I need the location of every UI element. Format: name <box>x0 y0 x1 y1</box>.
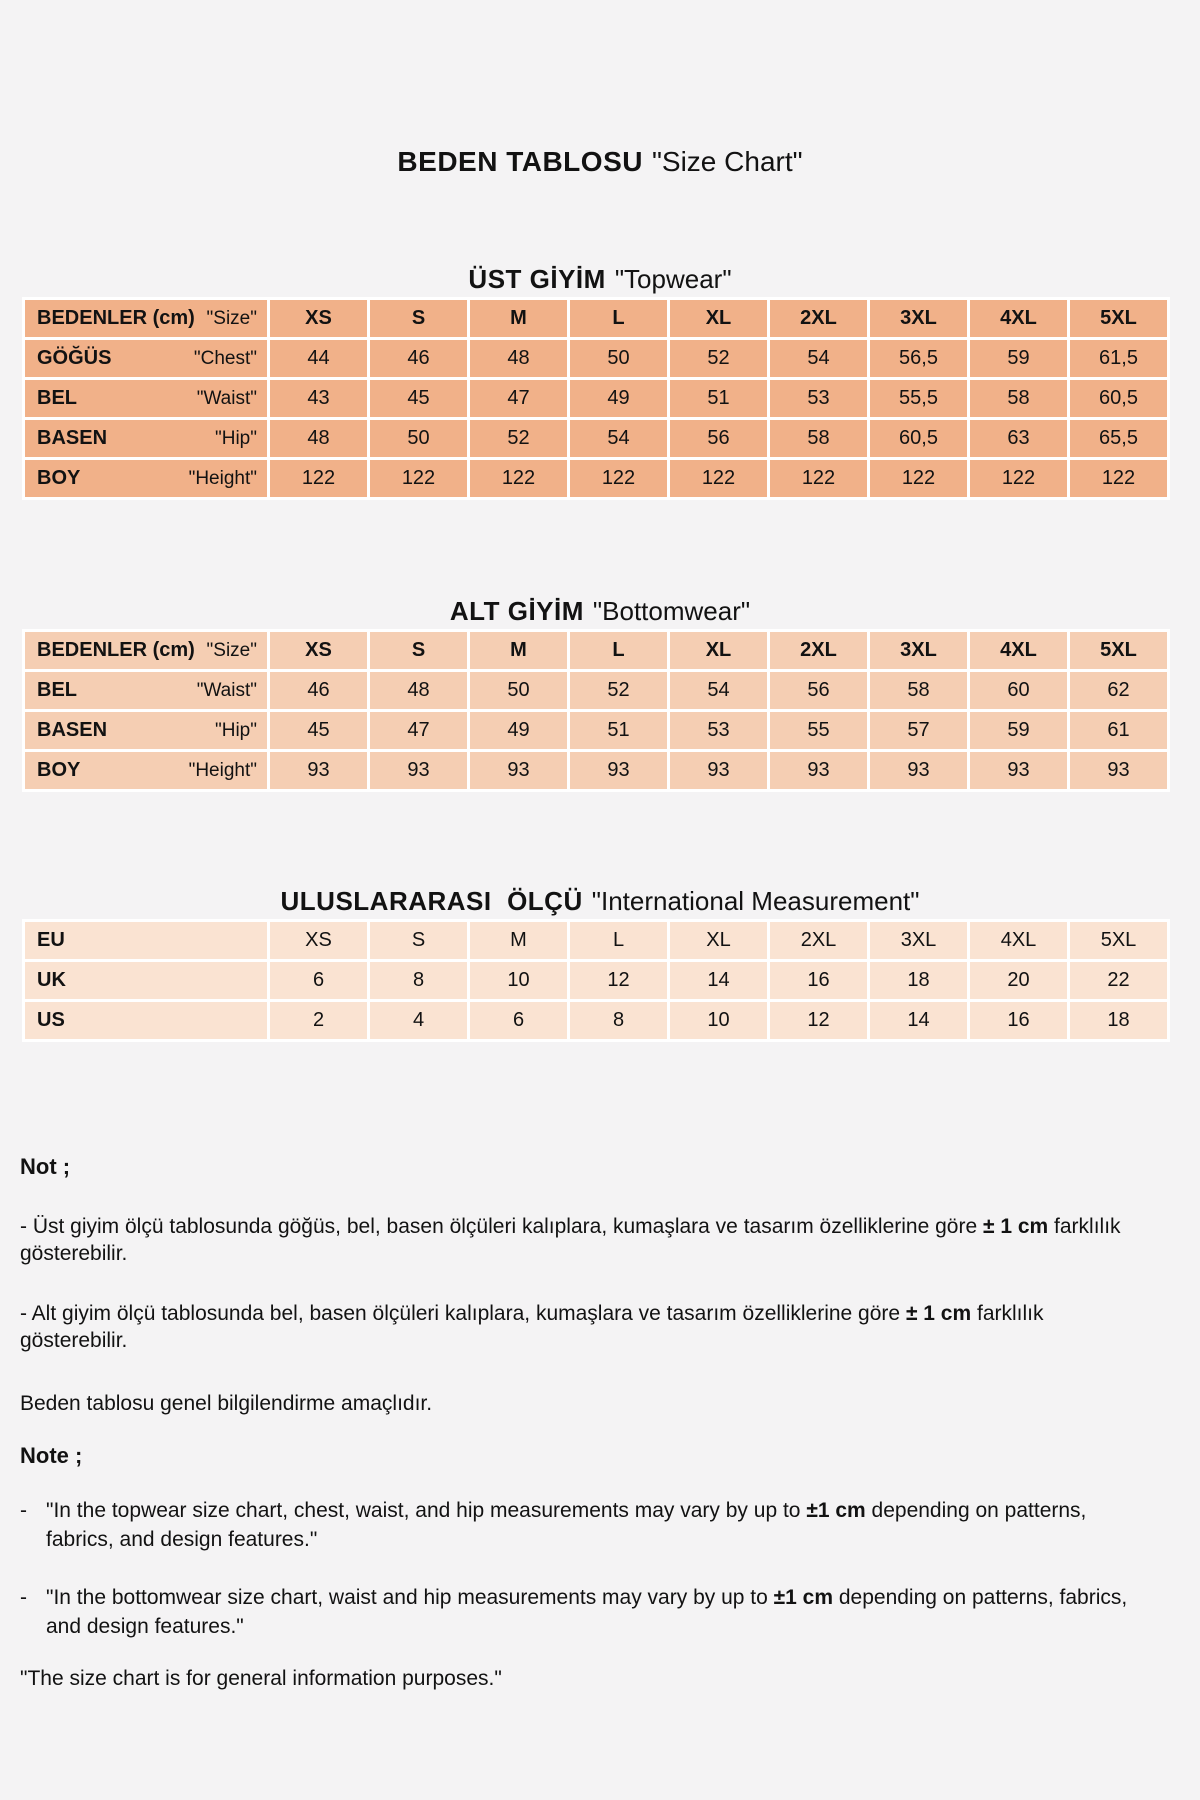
value-cell: 18 <box>1070 1002 1167 1039</box>
value-cell: 14 <box>870 1002 967 1039</box>
row-label: UK <box>37 969 66 991</box>
size-header-cell: 5XL <box>1070 300 1167 337</box>
emphasis-text: ±1 cm <box>806 1499 866 1522</box>
size-header-cell: 4XL <box>970 300 1067 337</box>
row-label-translation: "Size" <box>206 640 257 661</box>
value-cell: 2 <box>270 1002 367 1039</box>
row-label: BEDENLER (cm) <box>37 307 195 329</box>
value-cell: 6 <box>270 962 367 999</box>
row-label-wrap <box>25 347 267 370</box>
row-label-wrap <box>25 427 267 450</box>
value-cell: 93 <box>1070 752 1167 789</box>
bottomwear-table <box>22 629 1170 792</box>
size-header-cell: XS <box>270 300 367 337</box>
row-label-wrap <box>25 759 267 782</box>
value-cell: 6 <box>470 1002 567 1039</box>
page-title-translation: "Size Chart" <box>651 146 803 177</box>
row-label-cell <box>25 460 267 497</box>
value-cell: 55 <box>770 712 867 749</box>
table-row <box>25 1002 1167 1039</box>
row-label-translation: "Hip" <box>215 720 257 741</box>
value-cell: 56 <box>770 672 867 709</box>
english-note-title: Note ; <box>20 1443 83 1468</box>
row-label-wrap <box>25 679 267 702</box>
value-cell: 8 <box>570 1002 667 1039</box>
value-cell: 63 <box>970 420 1067 457</box>
value-cell: XS <box>270 922 367 959</box>
size-header-cell: 3XL <box>870 300 967 337</box>
value-cell: 122 <box>370 460 467 497</box>
note-text: farklılık gösterebilir. <box>20 1215 1121 1265</box>
value-cell: 53 <box>770 380 867 417</box>
size-header-cell: 3XL <box>870 632 967 669</box>
table-row <box>25 380 1167 417</box>
value-cell: 65,5 <box>1070 420 1167 457</box>
value-cell: 10 <box>470 962 567 999</box>
row-label-cell <box>25 300 267 337</box>
value-cell: 12 <box>770 1002 867 1039</box>
value-cell: 48 <box>470 340 567 377</box>
value-cell: 54 <box>770 340 867 377</box>
row-label-cell <box>25 420 267 457</box>
size-header-cell: 4XL <box>970 632 1067 669</box>
topwear-heading-turkish: ÜST GİYİM <box>468 264 606 294</box>
emphasis-text: ±1 cm <box>773 1586 834 1609</box>
row-label: BEDENLER (cm) <box>37 639 195 661</box>
value-cell: 10 <box>670 1002 767 1039</box>
value-cell: 56,5 <box>870 340 967 377</box>
note-text: depending on patterns, fabrics, and design features." <box>46 1586 1128 1638</box>
value-cell: 122 <box>870 460 967 497</box>
row-label-translation: "Height" <box>188 760 257 781</box>
row-label: BASEN <box>37 719 108 741</box>
table-row <box>25 340 1167 377</box>
value-cell: 46 <box>270 672 367 709</box>
row-label-wrap <box>25 639 267 662</box>
page-title <box>0 0 1200 180</box>
row-label-translation: "Size" <box>206 308 257 329</box>
size-header-cell: XL <box>670 632 767 669</box>
value-cell: 52 <box>570 672 667 709</box>
value-cell: 61,5 <box>1070 340 1167 377</box>
value-cell: 122 <box>270 460 367 497</box>
value-cell: 93 <box>370 752 467 789</box>
value-cell: 14 <box>670 962 767 999</box>
row-label-cell <box>25 962 267 999</box>
row-label-wrap <box>25 307 267 330</box>
value-cell: 49 <box>570 380 667 417</box>
note-text: - Üst giyim ölçü tablosunda göğüs, bel, basen ölçüleri kalıplara, kumaşlara ve tasarım özelliklerine göre <box>20 1215 983 1238</box>
size-header-cell: S <box>370 632 467 669</box>
row-label: BEL <box>37 387 77 409</box>
value-cell: 20 <box>970 962 1067 999</box>
english-note-topwear <box>46 1496 1145 1554</box>
value-cell: 4 <box>370 1002 467 1039</box>
value-cell: 60,5 <box>1070 380 1167 417</box>
value-cell: 93 <box>570 752 667 789</box>
row-label: US <box>37 1009 65 1031</box>
row-label-translation: "Waist" <box>196 388 257 409</box>
row-label: BEL <box>37 679 77 701</box>
topwear-heading-translation: "Topwear" <box>614 264 732 294</box>
value-cell: 50 <box>370 420 467 457</box>
bullet-dash: - <box>20 1499 27 1522</box>
note-text: "In the topwear size chart, chest, waist, and hip measurements may vary by up to <box>46 1499 807 1522</box>
value-cell: 18 <box>870 962 967 999</box>
value-cell: 8 <box>370 962 467 999</box>
international-heading-turkish: ULUSLARARASI ÖLÇÜ <box>280 886 583 916</box>
emphasis-text: ± 1 cm <box>982 1215 1049 1238</box>
value-cell: 122 <box>670 460 767 497</box>
size-header-cell: S <box>370 300 467 337</box>
bottomwear-heading-translation: "Bottomwear" <box>592 596 751 626</box>
value-cell: 46 <box>370 340 467 377</box>
bottomwear-heading-turkish: ALT GİYİM <box>449 596 584 626</box>
bullet-dash: - <box>20 1586 27 1609</box>
value-cell: 51 <box>670 380 767 417</box>
notes-section <box>20 1154 1145 1692</box>
note-text: farklılık gösterebilir. <box>20 1302 1044 1352</box>
value-cell: 44 <box>270 340 367 377</box>
value-cell: 58 <box>870 672 967 709</box>
english-note-bottomwear <box>46 1583 1145 1641</box>
row-label-translation: "Height" <box>188 468 257 489</box>
value-cell: 93 <box>770 752 867 789</box>
value-cell: 56 <box>670 420 767 457</box>
value-cell: 45 <box>370 380 467 417</box>
value-cell: 16 <box>970 1002 1067 1039</box>
value-cell: 4XL <box>970 922 1067 959</box>
size-header-cell: 2XL <box>770 632 867 669</box>
value-cell: 93 <box>670 752 767 789</box>
value-cell: 122 <box>770 460 867 497</box>
value-cell: 122 <box>970 460 1067 497</box>
value-cell: 93 <box>470 752 567 789</box>
value-cell: 60 <box>970 672 1067 709</box>
turkish-note-general: Beden tablosu genel bilgilendirme amaçlıdır. <box>20 1392 433 1415</box>
value-cell: S <box>370 922 467 959</box>
value-cell: 5XL <box>1070 922 1167 959</box>
value-cell: 51 <box>570 712 667 749</box>
value-cell: 93 <box>270 752 367 789</box>
turkish-note-topwear <box>20 1213 1145 1267</box>
value-cell: 62 <box>1070 672 1167 709</box>
value-cell: 59 <box>970 340 1067 377</box>
row-label-cell <box>25 712 267 749</box>
bottomwear-section-heading <box>0 595 1200 627</box>
row-label: BOY <box>37 467 81 489</box>
value-cell: 43 <box>270 380 367 417</box>
value-cell: 50 <box>470 672 567 709</box>
value-cell: 48 <box>270 420 367 457</box>
table-row <box>25 632 1167 669</box>
row-label-translation: "Chest" <box>193 348 257 369</box>
row-label-translation: "Waist" <box>196 680 257 701</box>
value-cell: 52 <box>670 340 767 377</box>
row-label-wrap <box>25 719 267 742</box>
size-header-cell: 5XL <box>1070 632 1167 669</box>
english-note-bottomwear-item <box>20 1583 1145 1641</box>
value-cell: 58 <box>970 380 1067 417</box>
value-cell: 61 <box>1070 712 1167 749</box>
size-header-cell: L <box>570 300 667 337</box>
value-cell: 48 <box>370 672 467 709</box>
value-cell: 22 <box>1070 962 1167 999</box>
international-heading-translation: "International Measurement" <box>591 886 920 916</box>
turkish-note-bottomwear <box>20 1300 1145 1354</box>
value-cell: 52 <box>470 420 567 457</box>
row-label-wrap <box>25 387 267 410</box>
table-row <box>25 752 1167 789</box>
english-note-general: "The size chart is for general information purposes." <box>20 1667 502 1690</box>
value-cell: 3XL <box>870 922 967 959</box>
turkish-note-title: Not ; <box>20 1154 71 1179</box>
size-header-cell: XS <box>270 632 367 669</box>
size-header-cell: 2XL <box>770 300 867 337</box>
row-label-cell <box>25 1002 267 1039</box>
table-row <box>25 922 1167 959</box>
row-label-cell <box>25 672 267 709</box>
row-label-cell <box>25 752 267 789</box>
size-header-cell: XL <box>670 300 767 337</box>
international-section-heading <box>0 885 1200 917</box>
value-cell: M <box>470 922 567 959</box>
value-cell: 122 <box>570 460 667 497</box>
size-header-cell: L <box>570 632 667 669</box>
note-text: - Alt giyim ölçü tablosunda bel, basen ölçüleri kalıplara, kumaşlara ve tasarım özelliklerine göre <box>20 1302 906 1325</box>
value-cell: 53 <box>670 712 767 749</box>
english-note-topwear-item <box>20 1496 1145 1554</box>
note-text: "In the bottomwear size chart, waist and hip measurements may vary by up to <box>46 1586 774 1609</box>
row-label-cell <box>25 632 267 669</box>
value-cell: 45 <box>270 712 367 749</box>
table-row <box>25 420 1167 457</box>
value-cell: 58 <box>770 420 867 457</box>
value-cell: 47 <box>470 380 567 417</box>
value-cell: 12 <box>570 962 667 999</box>
page-title-turkish: BEDEN TABLOSU <box>397 146 643 177</box>
size-header-cell: M <box>470 300 567 337</box>
value-cell: 54 <box>570 420 667 457</box>
value-cell: 60,5 <box>870 420 967 457</box>
value-cell: 50 <box>570 340 667 377</box>
value-cell: 2XL <box>770 922 867 959</box>
value-cell: 122 <box>1070 460 1167 497</box>
value-cell: 122 <box>470 460 567 497</box>
row-label-wrap <box>25 929 267 952</box>
value-cell: L <box>570 922 667 959</box>
table-row <box>25 712 1167 749</box>
row-label-wrap <box>25 467 267 490</box>
table-row <box>25 460 1167 497</box>
row-label: GÖĞÜS <box>37 347 112 369</box>
row-label-cell <box>25 340 267 377</box>
table-row <box>25 962 1167 999</box>
value-cell: 49 <box>470 712 567 749</box>
value-cell: 54 <box>670 672 767 709</box>
row-label-translation: "Hip" <box>215 428 257 449</box>
row-label: BOY <box>37 759 81 781</box>
emphasis-text: ± 1 cm <box>905 1302 972 1325</box>
row-label-cell <box>25 380 267 417</box>
value-cell: 16 <box>770 962 867 999</box>
table-row <box>25 672 1167 709</box>
topwear-table <box>22 297 1170 500</box>
size-header-cell: M <box>470 632 567 669</box>
row-label-cell <box>25 922 267 959</box>
international-table <box>22 919 1170 1042</box>
value-cell: 47 <box>370 712 467 749</box>
row-label: EU <box>37 929 65 951</box>
value-cell: 93 <box>870 752 967 789</box>
value-cell: XL <box>670 922 767 959</box>
row-label-wrap <box>25 1009 267 1032</box>
table-row <box>25 300 1167 337</box>
value-cell: 57 <box>870 712 967 749</box>
value-cell: 55,5 <box>870 380 967 417</box>
value-cell: 93 <box>970 752 1067 789</box>
value-cell: 59 <box>970 712 1067 749</box>
topwear-section-heading <box>0 263 1200 295</box>
row-label-wrap <box>25 969 267 992</box>
row-label: BASEN <box>37 427 108 449</box>
note-text: depending on patterns, fabrics, and design features." <box>46 1499 1087 1551</box>
